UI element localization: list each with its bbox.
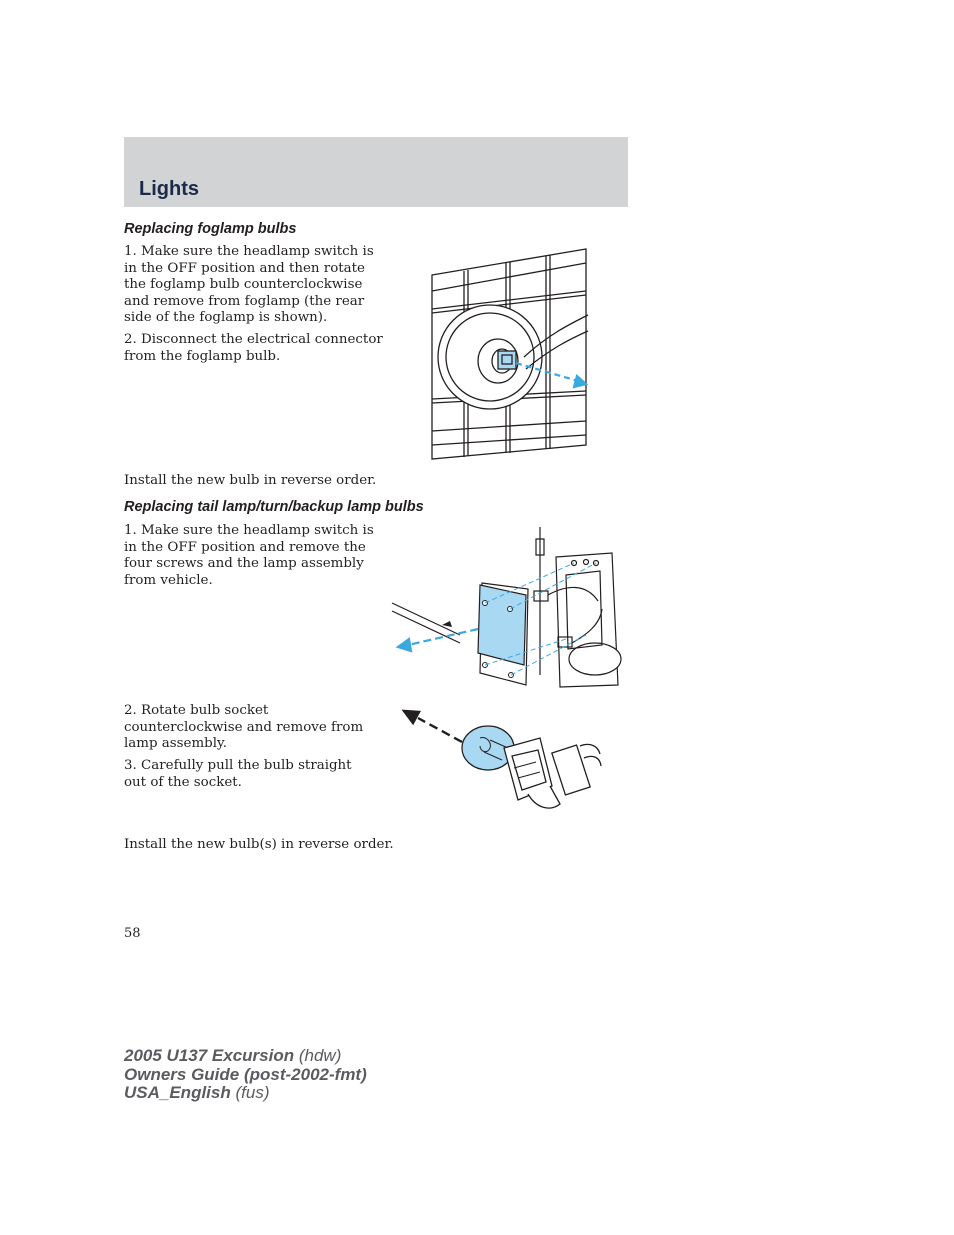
foglamp-step-1: 1. Make sure the headlamp switch is in the OFF position and then rotate the foglamp bulb counterclockwise and remove from foglamp (the rear side of the foglamp is shown). (124, 244, 374, 326)
section-title: Lights (139, 178, 199, 200)
footer-language-code: (fus) (235, 1083, 270, 1102)
taillamp-assembly-illustration (390, 525, 630, 690)
bulb-socket-illustration (400, 708, 602, 816)
footer-model-code: (hdw) (298, 1046, 342, 1065)
footer-line-1 (124, 1047, 367, 1066)
footer-language: USA_English (124, 1083, 231, 1102)
foglamp-heading: Replacing foglamp bulbs (124, 221, 297, 237)
footer-line-3 (124, 1084, 367, 1103)
taillamp-step-1: 1. Make sure the headlamp switch is in the OFF position and remove the four screws and the lamp assembly from vehicle. (124, 523, 374, 588)
section-header-band (124, 137, 628, 207)
footer-model: 2005 U137 Excursion (124, 1046, 295, 1065)
footer-line-2 (124, 1066, 367, 1085)
taillamp-install-note: Install the new bulb(s) in reverse order. (124, 837, 394, 852)
document-footer (124, 1047, 367, 1103)
foglamp-illustration (428, 245, 590, 463)
page-number: 58 (124, 926, 141, 941)
foglamp-step-2: 2. Disconnect the electrical connector from the foglamp bulb. (124, 332, 383, 364)
footer-guide: Owners Guide (post-2002-fmt) (124, 1064, 367, 1084)
foglamp-install-note: Install the new bulb in reverse order. (124, 473, 377, 488)
taillamp-step-3: 3. Carefully pull the bulb straight out of the socket. (124, 758, 352, 790)
taillamp-heading: Replacing tail lamp/turn/backup lamp bulbs (124, 499, 424, 515)
taillamp-step-2: 2. Rotate bulb socket counterclockwise and remove from lamp assembly. (124, 703, 364, 752)
